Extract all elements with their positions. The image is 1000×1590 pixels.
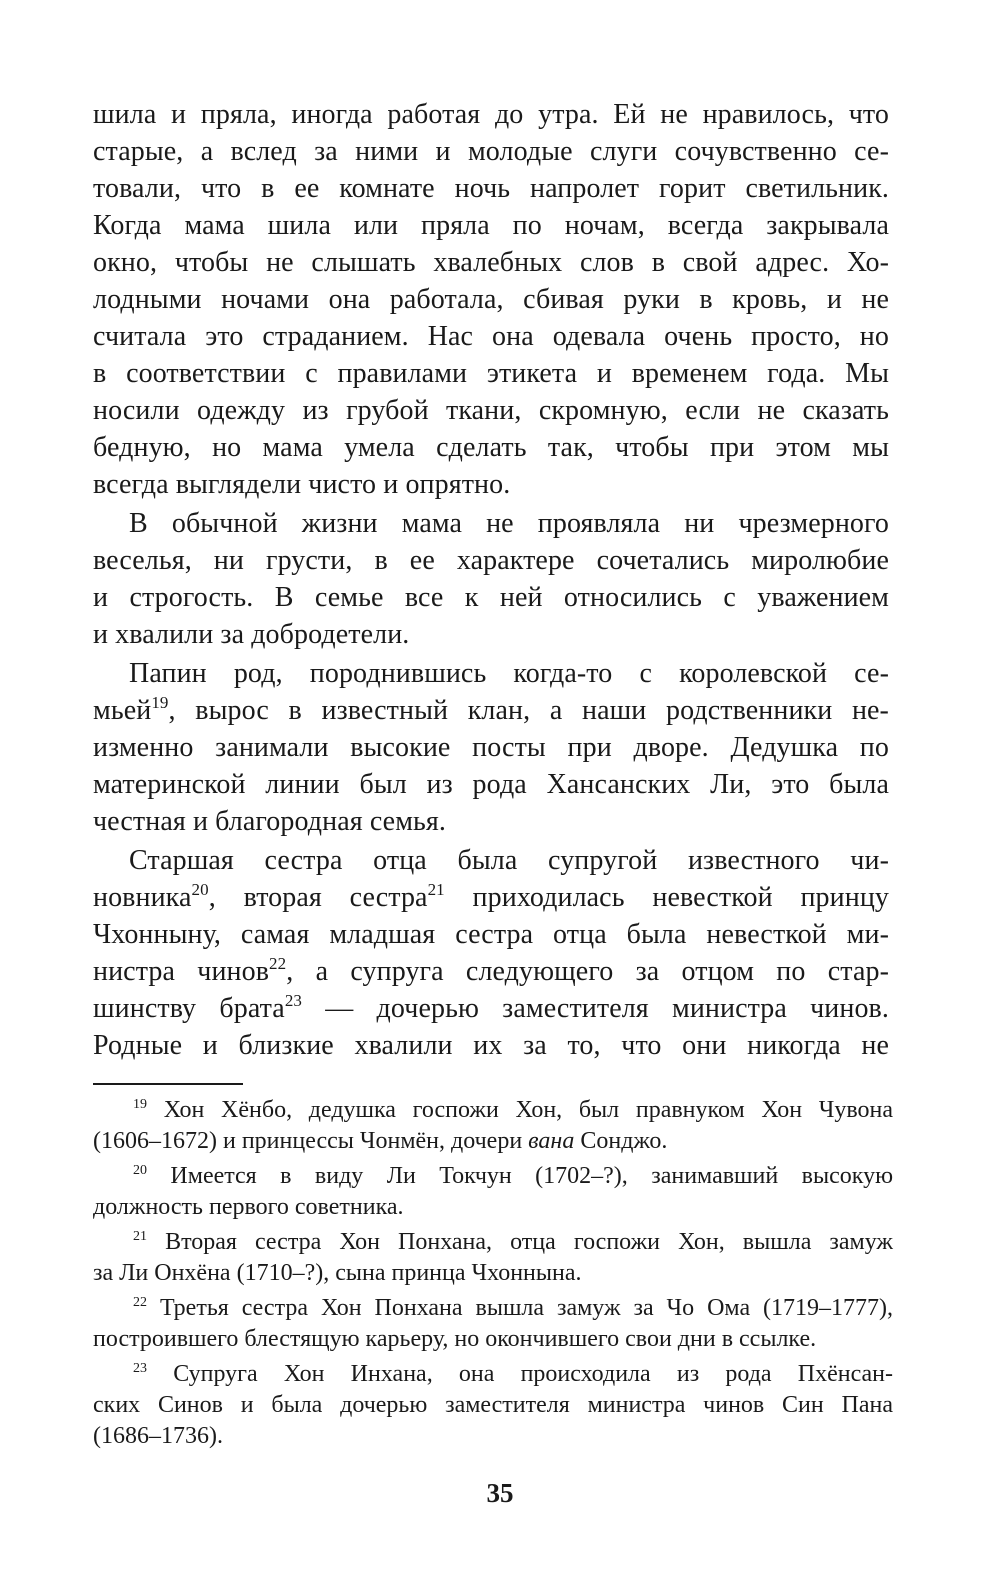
text-line: В обычной жизни мама не проявляла ни чрезмерного xyxy=(129,508,889,539)
text-line: Папин род, породнившись когда-то с королевской се- xyxy=(129,658,889,689)
text-segment: , а супруга следующего за отцом по стар- xyxy=(286,956,889,987)
page-number: 35 xyxy=(486,1478,514,1508)
text-line: Старшая сестра отца была супругой известного чи- xyxy=(129,845,889,876)
text-line: товали, что в ее комнате ночь напролет горит светильник. xyxy=(93,173,889,204)
text-line: старые, а вслед за ними и молодые слуги сочувственно се- xyxy=(93,136,889,167)
text-line: построившего блестящую карьеру, но окончившего свои дни в ссылке. xyxy=(93,1326,817,1352)
text-segment: , вторая сестра xyxy=(208,882,428,913)
text-segment: Хон Хёнбо, дедушка госпожи Хон, был правнуком Хон Чувона xyxy=(163,1097,893,1123)
footnote-ref-20: 20 xyxy=(191,880,209,899)
text-segment: приходилась невесткой принцу xyxy=(444,882,890,913)
text-segment: , вырос в известный клан, а наши родственники не- xyxy=(168,695,889,726)
text-line: веселья, ни грусти, в ее характере сочетались миролюбие xyxy=(93,545,889,576)
footnote-21 xyxy=(93,1227,893,1289)
text-line: Когда мама шила или пряла по ночам, всегда закрывала xyxy=(93,210,889,241)
main-text xyxy=(93,96,889,1064)
text-line: считала это страданием. Нас она одевала очень просто, но xyxy=(93,321,889,352)
footnote-22 xyxy=(93,1293,893,1355)
text-line: материнской линии был из рода Хансанских Ли, это была xyxy=(93,769,889,800)
footnote-divider xyxy=(93,1083,243,1085)
text-line: за Ли Онхёна (1710–?), сына принца Чхоннына. xyxy=(93,1260,582,1286)
text-line xyxy=(93,990,889,1027)
footnote-marker: 21 xyxy=(133,1229,147,1244)
text-segment: (1606–1672) и принцессы Чонмён, дочери xyxy=(93,1128,529,1154)
text-line: носили одежду из грубой ткани, скромную, если не сказать xyxy=(93,395,889,426)
footnotes xyxy=(93,1095,893,1456)
footnote-marker: 20 xyxy=(133,1163,147,1178)
text-line: в соответствии с правилами этикета и временем года. Мы xyxy=(93,358,889,389)
footnote-19 xyxy=(93,1095,893,1157)
text-line xyxy=(93,879,889,916)
text-segment: Имеется в виду Ли Токчун (1702–?), занимавший высокую xyxy=(170,1163,893,1189)
text-line: окно, чтобы не слышать хвалебных слов в свой адрес. Хо- xyxy=(93,247,889,278)
text-line: Чхонныну, самая младшая сестра отца была невесткой ми- xyxy=(93,919,889,950)
text-line: и хвалили за добродетели. xyxy=(93,619,410,650)
text-segment: Вторая сестра Хон Понхана, отца госпожи Хон, вышла замуж xyxy=(165,1229,893,1255)
footnote-marker: 19 xyxy=(133,1097,147,1112)
paragraph-2 xyxy=(93,505,889,653)
text-line: (1686–1736). xyxy=(93,1423,223,1449)
paragraph-3 xyxy=(93,655,889,840)
text-line: бедную, но мама умела сделать так, чтобы при этом мы xyxy=(93,432,889,463)
text-line: ских Синов и была дочерью заместителя министра чинов Син Пана xyxy=(93,1392,893,1418)
text-line: шила и пряла, иногда работая до утра. Ей не нравилось, что xyxy=(93,99,889,130)
text-line xyxy=(93,1359,893,1390)
text-line: должность первого советника. xyxy=(93,1194,404,1220)
text-segment: шинству брата xyxy=(93,993,285,1024)
footnote-marker: 23 xyxy=(133,1361,147,1376)
text-segment: мьей xyxy=(93,695,152,726)
text-segment: Супруга Хон Инхана, она происходила из рода Пхёнсан- xyxy=(173,1361,894,1387)
paragraph-1 xyxy=(93,96,889,503)
text-line xyxy=(93,953,889,990)
text-segment: Третья сестра Хон Понхана вышла замуж за Чо Ома (1719–1777), xyxy=(159,1295,894,1321)
text-line xyxy=(93,692,889,729)
paragraph-4 xyxy=(93,842,889,1064)
footnote-ref-23: 23 xyxy=(284,991,303,1010)
footnote-ref-21: 21 xyxy=(427,880,445,899)
text-line xyxy=(93,1161,893,1192)
text-line xyxy=(93,1293,893,1324)
footnote-ref-19: 19 xyxy=(151,693,169,712)
text-line xyxy=(93,1227,893,1258)
text-line: всегда выглядели чисто и опрятно. xyxy=(93,469,511,500)
footnote-23 xyxy=(93,1359,893,1452)
text-line: лодными ночами она работала, сбивая руки в кровь, и не xyxy=(93,284,889,315)
text-line xyxy=(93,1126,893,1157)
footnote-ref-22: 22 xyxy=(269,954,287,973)
text-line: и строгость. В семье все к ней относились с уважением xyxy=(93,582,889,613)
text-line: изменно занимали высокие посты при дворе. Дедушка по xyxy=(93,732,889,763)
text-line: Родные и близкие хвалили их за то, что они никогда не xyxy=(93,1030,889,1061)
text-segment: — дочерью заместителя министра чинов. xyxy=(302,993,889,1024)
text-line xyxy=(93,1095,893,1126)
footnote-20 xyxy=(93,1161,893,1223)
italic-term: вана xyxy=(528,1128,575,1154)
text-line: честная и благородная семья. xyxy=(93,806,446,837)
footnote-marker: 22 xyxy=(133,1295,147,1310)
text-segment: нистра чинов xyxy=(93,956,270,987)
text-segment: новника xyxy=(93,882,192,913)
text-segment: Сонджо. xyxy=(574,1128,668,1154)
